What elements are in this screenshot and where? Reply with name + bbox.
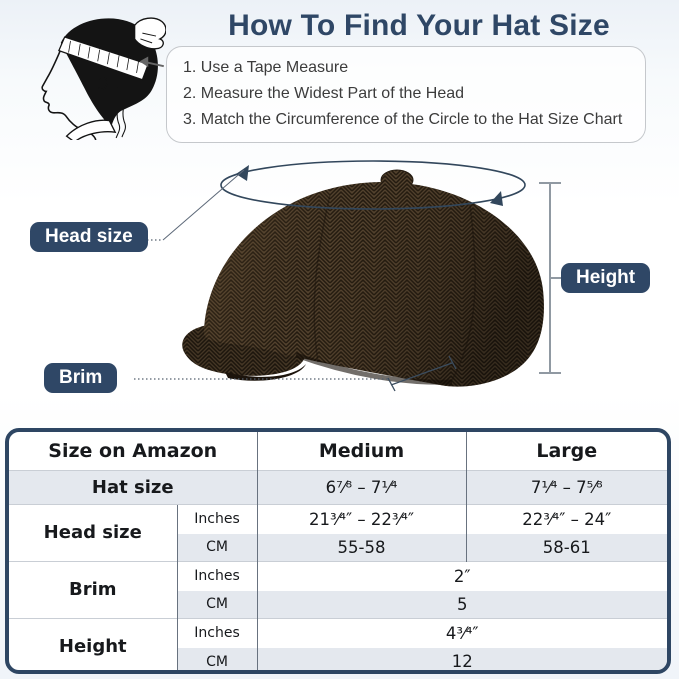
- size-chart: [5, 428, 671, 674]
- brim-inches-label: Inches: [177, 561, 257, 591]
- head-size-leader-line: [131, 170, 244, 240]
- label-height: Height: [561, 263, 650, 293]
- height-inches-value: 4³⁄⁴″: [257, 618, 667, 648]
- head-size-cm-large: 58-61: [466, 534, 667, 561]
- col-header-size-on-amazon: Size on Amazon: [48, 439, 218, 462]
- head-size-inches-label: Inches: [177, 504, 257, 534]
- row-label-brim: Brim: [9, 561, 177, 618]
- brim-cm-label: CM: [177, 591, 257, 618]
- row-label-hat-size: Hat size: [9, 470, 257, 504]
- height-inches-label: Inches: [177, 618, 257, 648]
- head-size-cm-medium: 55-58: [257, 534, 466, 561]
- col-header-medium: Medium: [257, 432, 466, 470]
- row-label-height: Height: [9, 618, 177, 674]
- step-3: 3. Match the Circumference of the Circle to the Hat Size Chart: [183, 111, 623, 128]
- hat-size-medium: 6⁷⁄⁸ – 7¹⁄⁴: [257, 470, 466, 504]
- row-label-head-size: Head size: [9, 504, 177, 561]
- step-1: 1. Use a Tape Measure: [183, 59, 349, 76]
- size-chart-table: [9, 432, 667, 674]
- brim-inches-value: 2″: [257, 561, 667, 591]
- steps-box: [166, 46, 646, 143]
- head-measure-illustration: [10, 4, 166, 140]
- height-dimension-line: [539, 183, 562, 373]
- page-title: How To Find Your Hat Size: [228, 9, 610, 42]
- step-2: 2. Measure the Widest Part of the Head: [183, 85, 465, 102]
- brim-cm-value: 5: [257, 591, 667, 618]
- label-brim: Brim: [44, 363, 117, 393]
- height-cm-value: 12: [257, 648, 667, 674]
- head-size-cm-label: CM: [177, 534, 257, 561]
- hat-size-large: 7¹⁄⁴ – 7⁵⁄⁸: [466, 470, 667, 504]
- head-size-inches-large: 22³⁄⁴″ – 24″: [466, 504, 667, 534]
- head-size-inches-medium: 21³⁄⁴″ – 22³⁄⁴″: [257, 504, 466, 534]
- hat-image: [182, 170, 544, 387]
- label-head-size: Head size: [30, 222, 148, 252]
- height-cm-label: CM: [177, 648, 257, 674]
- col-header-large: Large: [466, 432, 667, 470]
